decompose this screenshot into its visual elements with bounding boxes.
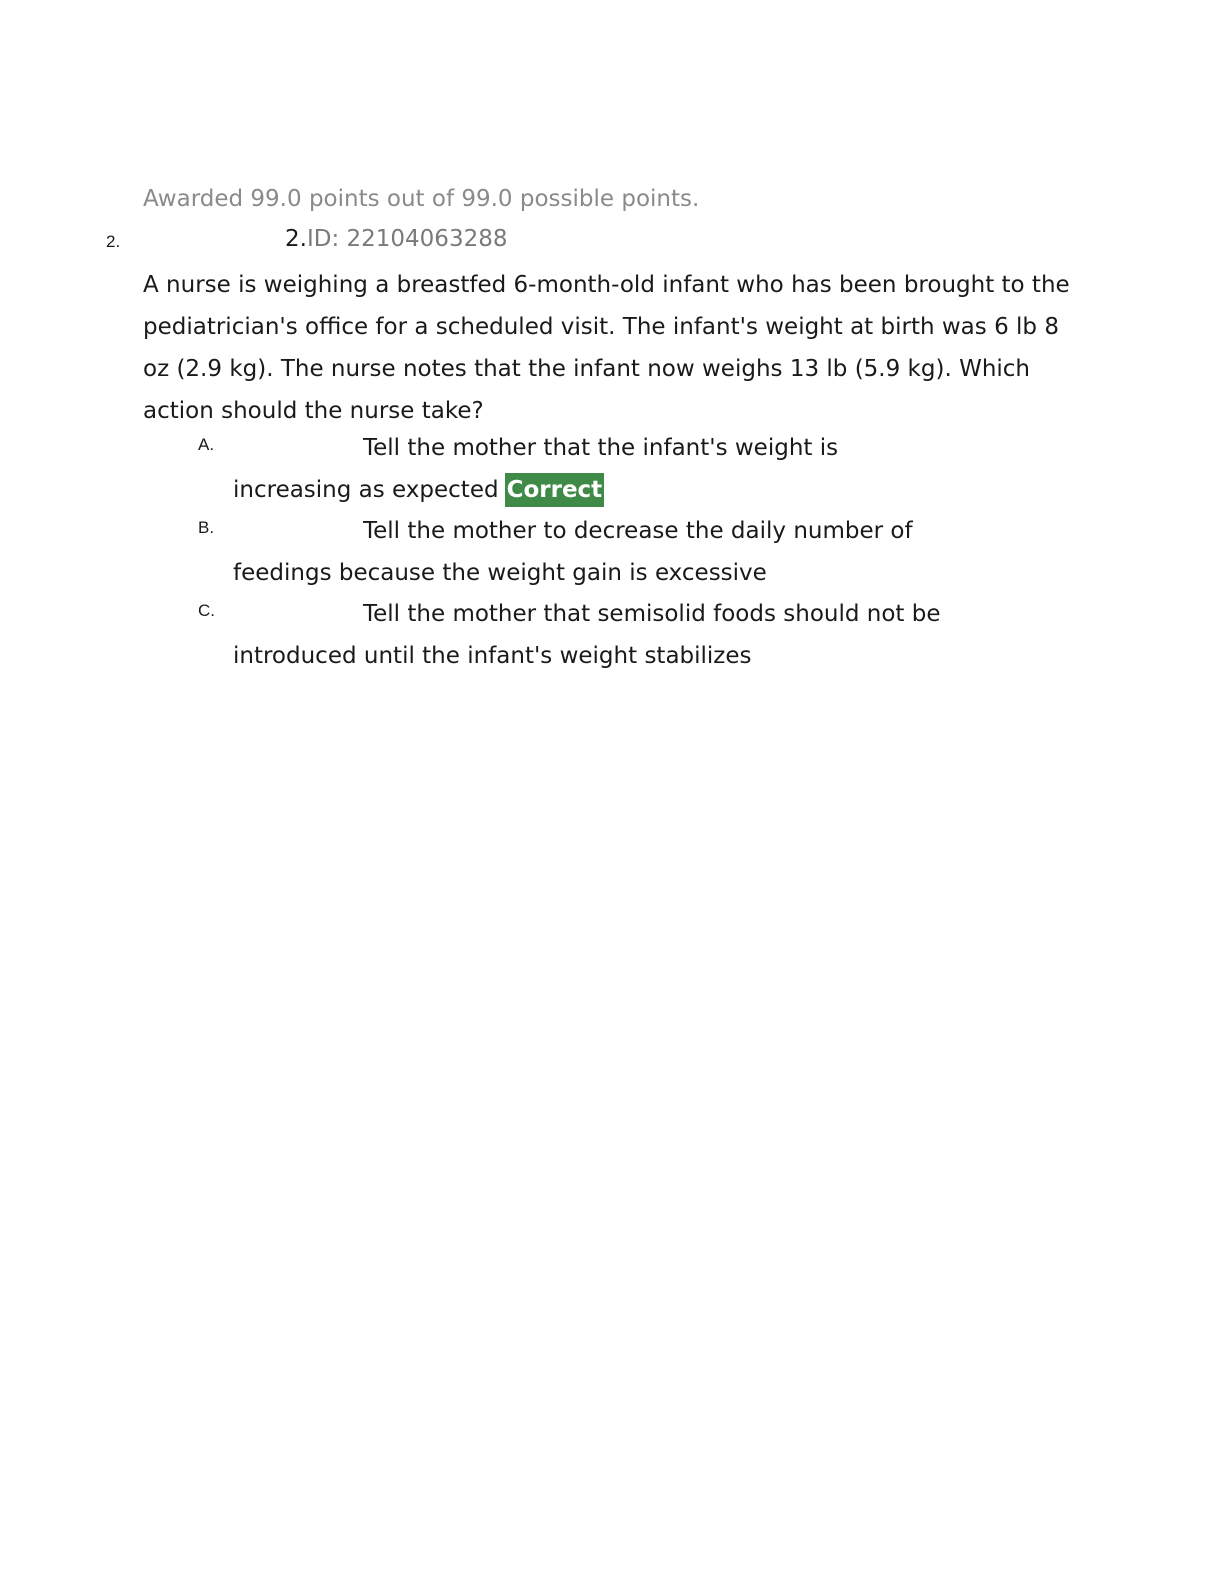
question-stem: A nurse is weighing a breastfed 6-month-old infant who has been brought to the pediatrician's office for a scheduled visit. The infant's weight at birth was 6 lb 8 oz (2.9 kg). The nurse notes that the infant now weighs 13 lb (5.9 kg). Which action should the nurse take? bbox=[143, 272, 1070, 424]
option-letter: C. bbox=[198, 601, 215, 620]
option-letter: A. bbox=[198, 435, 215, 454]
question-id bbox=[285, 226, 507, 252]
option-text-line2-content: increasing as expected bbox=[233, 477, 499, 503]
option-text-line2: introduced until the infant's weight stabilizes bbox=[233, 643, 752, 669]
awarded-points-text: Awarded 99.0 points out of 99.0 possible points. bbox=[143, 186, 700, 212]
option-text-line2 bbox=[233, 469, 604, 511]
option-text-line1: Tell the mother that semisolid foods should not be bbox=[363, 601, 941, 627]
question-id-prefix: 2. bbox=[285, 226, 307, 252]
option-text-line1: Tell the mother to decrease the daily number of bbox=[363, 518, 913, 544]
question-id-label: ID: 22104063288 bbox=[306, 226, 508, 252]
option-text-line1: Tell the mother that the infant's weight is bbox=[363, 435, 839, 461]
option-letter: B. bbox=[198, 518, 215, 537]
option-text-line2: feedings because the weight gain is excessive bbox=[233, 560, 767, 586]
question-number: 2. bbox=[106, 232, 121, 251]
correct-badge: Correct bbox=[505, 473, 605, 507]
